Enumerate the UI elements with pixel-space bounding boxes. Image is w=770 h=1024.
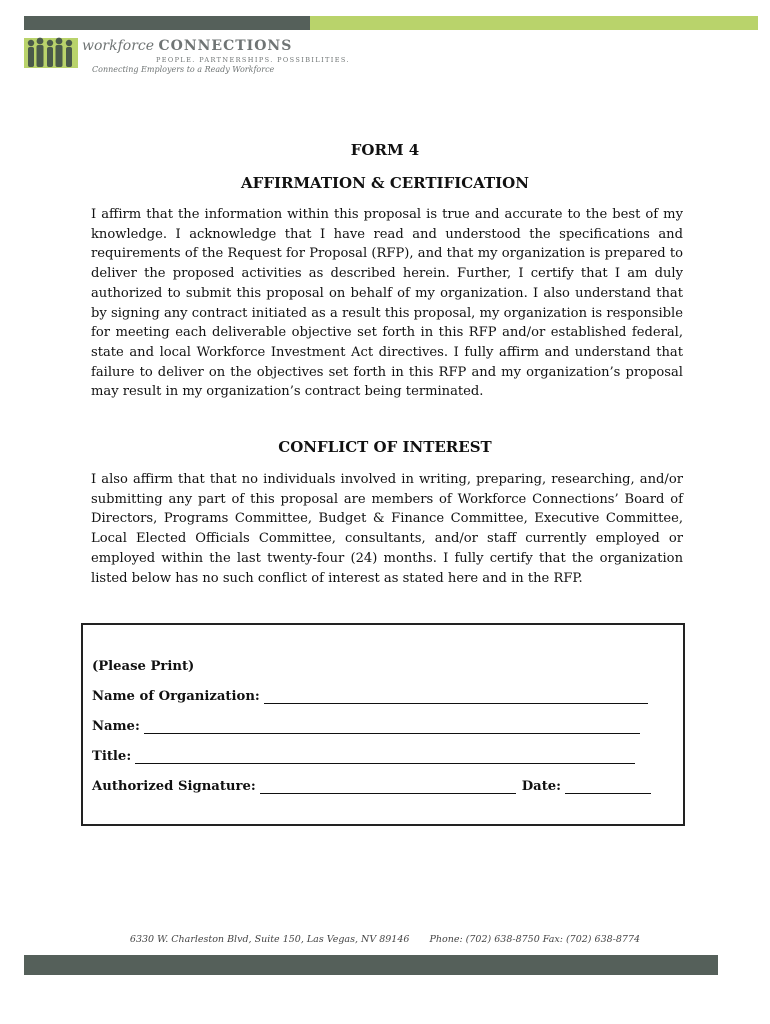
organization-row bbox=[92, 689, 648, 704]
name-label: Name: bbox=[92, 719, 140, 734]
date-label: Date: bbox=[521, 779, 562, 794]
form-number: FORM 4 bbox=[350, 141, 420, 159]
header-bar-green bbox=[310, 16, 758, 30]
please-print-label: (Please Print) bbox=[92, 659, 195, 674]
signature-row bbox=[92, 779, 651, 794]
name-row bbox=[92, 719, 640, 734]
logo-tagline: Connecting Employers to a Ready Workforce bbox=[92, 65, 275, 74]
name-field[interactable] bbox=[144, 719, 640, 734]
footer-color-bar bbox=[24, 955, 718, 975]
workforce-connections-logo bbox=[24, 32, 350, 76]
people-silhouettes-icon bbox=[24, 34, 78, 70]
organization-label: Name of Organization: bbox=[92, 689, 260, 704]
logo-wordmark bbox=[82, 38, 292, 54]
organization-field[interactable] bbox=[264, 689, 648, 704]
logo-subtitle: PEOPLE. PARTNERSHIPS. POSSIBILITIES. bbox=[156, 56, 350, 64]
signature-label: Authorized Signature: bbox=[92, 779, 256, 794]
header-bar-gray bbox=[24, 16, 310, 30]
conflict-title: CONFLICT OF INTEREST bbox=[278, 438, 492, 456]
footer-phone-fax: Phone: (702) 638-8750 Fax: (702) 638-8774 bbox=[429, 934, 641, 945]
footer-address: 6330 W. Charleston Blvd, Suite 150, Las Vegas, NV 89146 bbox=[129, 934, 410, 945]
title-label: Title: bbox=[92, 749, 132, 764]
date-field[interactable] bbox=[565, 779, 651, 794]
affirmation-title: AFFIRMATION & CERTIFICATION bbox=[241, 174, 529, 192]
signature-form-box bbox=[81, 623, 685, 826]
title-row bbox=[92, 749, 635, 764]
footer-contact bbox=[0, 934, 770, 945]
header-color-bar bbox=[24, 16, 758, 30]
affirmation-paragraph: I affirm that the information within this proposal is true and accurate to the best of my knowledge. I acknowledge that I have read and understood the specifications and requirements of the Request for Proposal (RFP), and that my organization is prepared to deliver the proposed activities as described herein. Further, I certify that I am duly authorized to submit this proposal on behalf of my organization. I also understand that by signing any contract initiated as a result this proposal, my organization is responsible for meeting each deliverable objective set forth in this RFP and/or established federal, state and local Workforce Investment Act directives. I fully affirm and understand that failure to deliver on the objectives set forth in this RFP and my organization’s proposal may result in my organization’s contract being terminated. bbox=[91, 207, 683, 400]
signature-field[interactable] bbox=[260, 779, 516, 794]
logo-word-workforce: workforce bbox=[82, 38, 155, 54]
conflict-paragraph: I also affirm that that no individuals involved in writing, preparing, researching, and/or submitting any part of this proposal are members of Workforce Connections’ Board of Directors, Programs Committee, Budget & Finance Committee, Executive Committee, Local Elected Officials Committee, consultants, and/or staff currently employed or employed within the last twenty-four (24) months. I fully certify that the organization listed below has no such conflict of interest as stated here and in the RFP. bbox=[91, 472, 683, 586]
logo-word-connections: CONNECTIONS bbox=[158, 38, 293, 54]
title-field[interactable] bbox=[135, 749, 635, 764]
